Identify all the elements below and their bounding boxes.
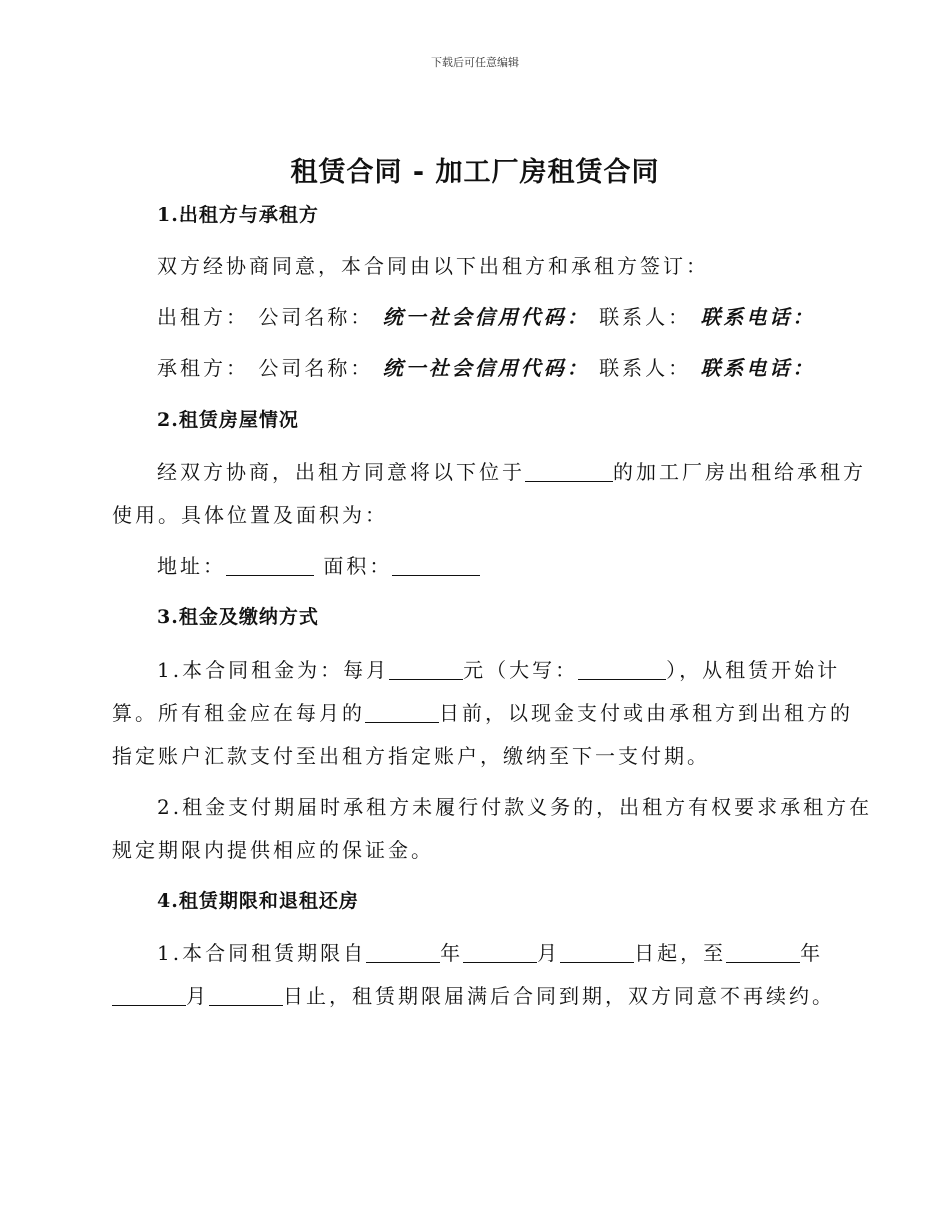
section-3-line-3: 指定账户汇款支付至出租方指定账户，缴纳至下一支付期。 [112, 744, 710, 768]
text-span: 经双方协商，出租方同意将以下位于 [157, 460, 525, 484]
lessee-contact-label: 联系人： [599, 356, 692, 380]
lessor-label: 出租方： [157, 305, 249, 329]
lessor-phone-label: 联系电话： [700, 305, 816, 329]
section-3-line-1 [157, 654, 840, 683]
page-header-note: 下载后可任意编辑 [431, 56, 519, 69]
lessee-company-label: 公司名称： [258, 356, 374, 380]
area-blank[interactable] [392, 557, 480, 576]
lessee-row [157, 352, 815, 381]
section-3-heading: 3.租金及缴纳方式 [157, 606, 319, 628]
start-month-blank[interactable] [463, 944, 537, 963]
lessee-phone-label: 联系电话： [700, 356, 816, 380]
section-4-line-2 [112, 980, 835, 1009]
rent-uppercase-blank[interactable] [578, 661, 666, 680]
monthly-rent-blank[interactable] [389, 661, 463, 680]
text-span: 元（大写： [463, 658, 579, 682]
section-1-intro: 双方经协商同意，本合同由以下出租方和承租方签订： [157, 254, 709, 278]
address-blank[interactable] [226, 557, 314, 576]
address-label: 地址： [157, 554, 226, 578]
text-span: 日前，以现金支付或由承租方到出租方的 [439, 701, 853, 725]
section-1-heading: 1.出租方与承租方 [157, 204, 319, 226]
text-span: 算。所有租金应在每月的 [112, 701, 365, 725]
section-3-line-2 [112, 697, 853, 726]
text-span: 月 [537, 941, 561, 965]
text-span: 的加工厂房出租给承租方 [613, 460, 866, 484]
end-month-blank[interactable] [112, 987, 186, 1006]
text-span: ），从租赁开始计 [666, 658, 841, 682]
section-4-heading: 4.租赁期限和退租还房 [157, 890, 359, 912]
section-2-para-line-2: 使用。具体位置及面积为： [112, 503, 388, 527]
section-3-line-4: 2.租金支付期届时承租方未履行付款义务的，出租方有权要求承租方在 [157, 795, 873, 819]
section-2-para-line-1 [157, 456, 866, 485]
payment-day-blank[interactable] [365, 704, 439, 723]
area-label: 面积： [323, 554, 393, 578]
start-day-blank[interactable] [560, 944, 634, 963]
section-4-line-1 [157, 937, 823, 966]
lessee-credit-code-label: 统一社会信用代码： [382, 356, 590, 380]
text-span: 1.本合同租金为：每月 [157, 658, 390, 682]
section-3-line-5: 规定期限内提供相应的保证金。 [112, 838, 434, 862]
lessor-company-label: 公司名称： [258, 305, 374, 329]
start-year-blank[interactable] [366, 944, 440, 963]
end-year-blank[interactable] [726, 944, 800, 963]
text-span: 日起，至 [634, 941, 727, 965]
lessee-label: 承租方： [157, 356, 249, 380]
text-span: 月 [186, 984, 209, 1008]
lessor-contact-label: 联系人： [599, 305, 692, 329]
text-span: 1.本合同租赁期限自 [157, 941, 367, 965]
location-blank[interactable] [525, 463, 613, 482]
lessor-row [157, 301, 815, 330]
lessor-credit-code-label: 统一社会信用代码： [382, 305, 590, 329]
document-title: 租赁合同 - 加工厂房租赁合同 [290, 157, 660, 188]
address-area-row [157, 550, 480, 579]
text-span: 年 [800, 941, 824, 965]
text-span: 日止，租赁期限届满后合同到期，双方同意不再续约。 [283, 984, 835, 1008]
section-2-heading: 2.租赁房屋情况 [157, 409, 299, 431]
text-span: 年 [440, 941, 464, 965]
end-day-blank[interactable] [209, 987, 283, 1006]
